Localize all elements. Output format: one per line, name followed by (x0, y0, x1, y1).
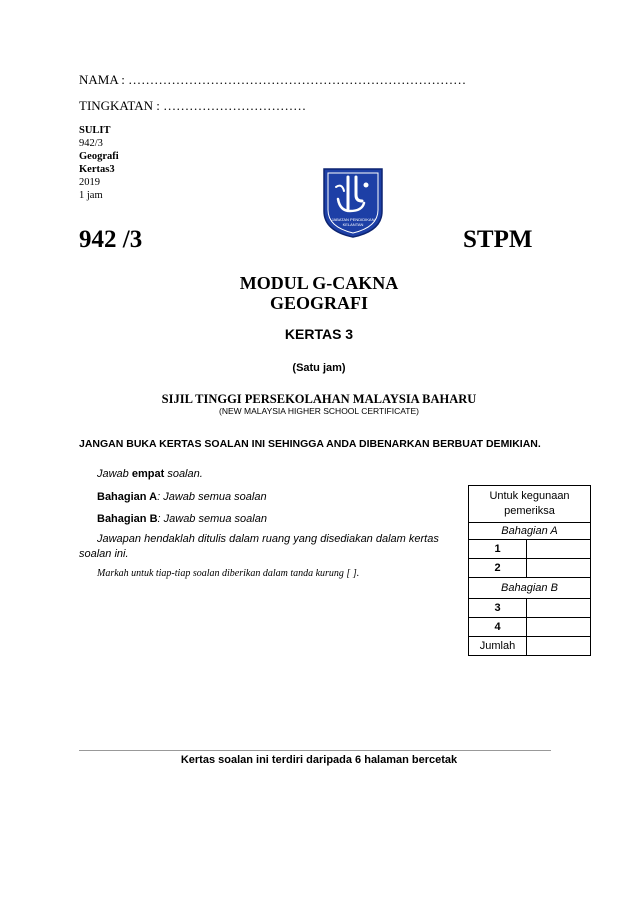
stpm-label: STPM (463, 226, 533, 253)
score-cell (527, 618, 590, 636)
examiner-row-q1 (469, 539, 590, 558)
class-field: TINGKATAN : …………………………… (79, 98, 307, 113)
instruction-answer-space-line1: Jawapan hendaklah ditulis dalam ruang yang disediakan dalam kertas (97, 533, 439, 545)
total-label: Jumlah (469, 637, 527, 655)
instruction-jawab-bold: empat (131, 468, 165, 480)
exam-year: 2019 (79, 177, 100, 188)
footer-divider (79, 750, 551, 751)
subject-title: GEOGRAFI (269, 293, 368, 313)
question-number: 1 (469, 540, 527, 558)
exam-duration: 1 jam (79, 190, 103, 201)
score-cell (527, 559, 590, 577)
examiner-table-header: Untuk kegunaan pemeriksa (489, 490, 570, 517)
logo-caption-line1: JABATAN PENDIDIKAN (331, 217, 375, 222)
instruction-jawab-pre: Jawab (97, 468, 132, 480)
question-number: 3 (469, 599, 527, 617)
question-number: 4 (469, 618, 527, 636)
examiner-row-q3 (469, 598, 590, 617)
examiner-table (468, 485, 591, 656)
section-b-label: Bahagian B (97, 513, 158, 525)
examiner-row-total (469, 636, 590, 655)
examiner-section-a: Bahagian A (501, 525, 558, 537)
section-b-text: : Jawab semua soalan (157, 513, 267, 525)
name-field: NAMA : …………………………………………………………………… (79, 72, 467, 87)
instruction-section-a (97, 491, 267, 503)
subject-name: Geografi (79, 151, 119, 162)
page-count-note: Kertas soalan ini terdiri daripada 6 halaman bercetak (180, 754, 458, 766)
instruction-jawab-post: soalan. (164, 468, 203, 480)
certificate-title-en: (NEW MALAYSIA HIGHER SCHOOL CERTIFICATE) (219, 406, 419, 416)
question-number: 2 (469, 559, 527, 577)
section-a-text: : Jawab semua soalan (157, 491, 267, 503)
module-title: MODUL G-CAKNA (239, 273, 399, 293)
kelantan-education-logo (318, 165, 388, 240)
examiner-row-q2 (469, 558, 590, 577)
paper-number: Kertas3 (79, 164, 115, 175)
certificate-title: SIJIL TINGGI PERSEKOLAHAN MALAYSIA BAHARU (161, 392, 477, 406)
total-cell (527, 637, 590, 655)
paper-code: 942/3 (79, 138, 103, 149)
instruction-answer-space-line2: soalan ini. (79, 548, 129, 560)
score-cell (527, 540, 590, 558)
examiner-section-b: Bahagian B (501, 582, 558, 594)
paper-code-large: 942 /3 (79, 226, 143, 253)
section-a-label: Bahagian A (97, 491, 158, 503)
duration-title: (Satu jam) (292, 362, 346, 374)
warning-text: JANGAN BUKA KERTAS SOALAN INI SEHINGGA ANDA DIBENARKAN BERBUAT DEMIKIAN. (79, 438, 541, 450)
instruction-marks: Markah untuk tiap-tiap soalan diberikan dalam tanda kurung [ ]. (97, 568, 360, 579)
logo-caption-line2: KELANTAN (342, 222, 364, 227)
examiner-row-q4 (469, 617, 590, 636)
sulit-label: SULIT (79, 125, 111, 136)
meta-block (79, 124, 119, 202)
instruction-answer-count (97, 468, 203, 480)
kertas-title: KERTAS 3 (284, 326, 354, 342)
instruction-section-b (97, 513, 267, 525)
score-cell (527, 599, 590, 617)
